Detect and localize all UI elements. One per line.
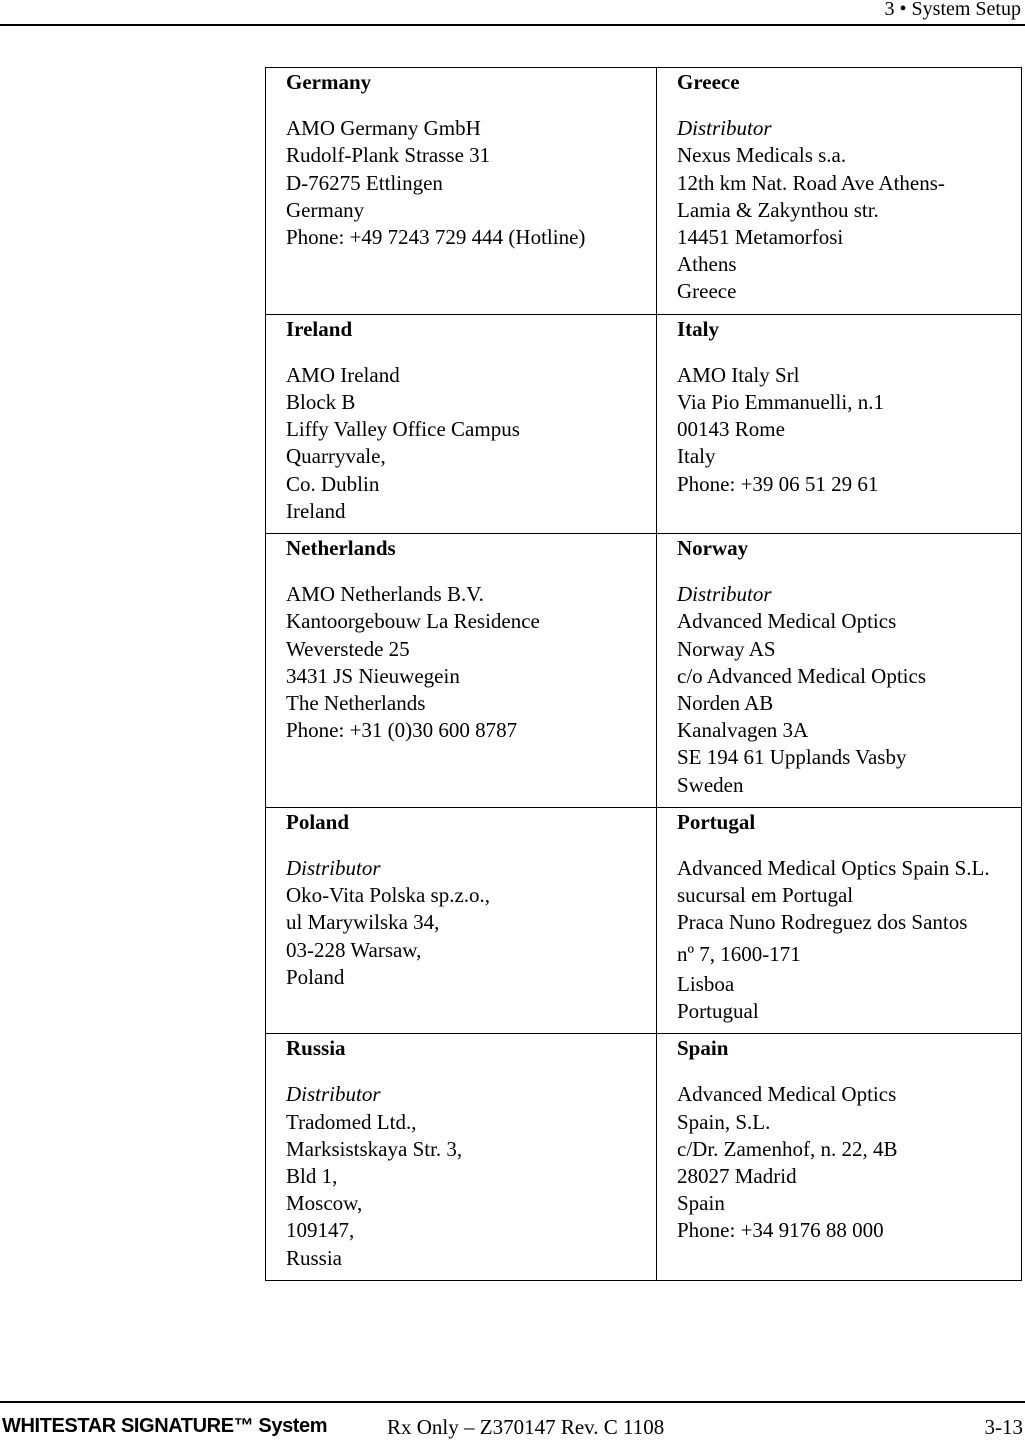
- address-line: Oko-Vita Polska sp.z.o.,: [286, 883, 491, 908]
- address-line: sucursal em Portugal: [677, 883, 854, 908]
- country-name: Greece: [677, 70, 740, 94]
- country-name: Norway: [677, 536, 749, 561]
- contact-cell-spain: [657, 1034, 1022, 1281]
- address-line: 109147,: [286, 1218, 355, 1243]
- distributor-label: Distributor: [677, 116, 772, 141]
- contact-cell-poland: [266, 807, 657, 1033]
- contact-cell-greece: [657, 68, 1022, 315]
- address-line: Lisboa: [677, 971, 735, 996]
- address-line: SE 194 61 Upplands Vasby: [677, 745, 907, 770]
- distributor-label: Distributor: [286, 1082, 381, 1107]
- address-line: Russia: [286, 1245, 343, 1270]
- contact-cell-ireland: [266, 314, 657, 533]
- address-line: c/o Advanced Medical Optics: [677, 663, 927, 688]
- address-line: Phone: +39 06 51 29 61: [677, 471, 879, 496]
- country-name: Poland: [286, 809, 350, 834]
- contact-cell-netherlands: [266, 534, 657, 808]
- address-line: Kantoorgebouw La Residence: [286, 609, 540, 634]
- address-line: Phone: +31 (0)30 600 8787: [286, 718, 518, 743]
- address-line: Portugual: [677, 998, 759, 1023]
- distributor-label: Distributor: [286, 856, 381, 881]
- address-line: 14451 Metamorfosi: [677, 225, 844, 250]
- address-line: AMO Ireland: [286, 362, 400, 387]
- address-line: Liffy Valley Office Campus: [286, 417, 520, 442]
- address-line: Spain: [677, 1191, 725, 1216]
- country-name: Germany: [286, 70, 372, 94]
- contact-cell-germany: [266, 68, 657, 315]
- address-line: Advanced Medical Optics: [677, 1082, 897, 1107]
- address-line: Greece: [677, 279, 737, 304]
- contact-cell-portugal: [657, 807, 1022, 1033]
- address-line: Weverstede 25: [286, 636, 410, 661]
- address-line: D-76275 Ettlingen: [286, 170, 443, 195]
- contact-cell-russia: [266, 1034, 657, 1281]
- country-name: Portugal: [677, 809, 756, 834]
- table-row: [266, 68, 1022, 315]
- address-line: Advanced Medical Optics Spain S.L.: [677, 856, 990, 881]
- address-line: nº 7, 1600-171: [677, 941, 801, 966]
- country-name: Italy: [677, 316, 719, 341]
- country-name: Spain: [677, 1036, 729, 1061]
- address-line: ul Marywilska 34,: [286, 910, 440, 935]
- address-line: Norway AS: [677, 636, 776, 661]
- section-title: 3 • System Setup: [884, 0, 1021, 20]
- address-line: Sweden: [677, 772, 744, 797]
- address-line: AMO Italy Srl: [677, 362, 800, 387]
- country-name: Netherlands: [286, 536, 396, 561]
- contacts-table: [265, 67, 1022, 1281]
- address-line: AMO Netherlands B.V.: [286, 582, 484, 607]
- table-row: [266, 1034, 1022, 1281]
- address-line: AMO Germany GmbH: [286, 116, 481, 141]
- page-header: [0, 0, 1025, 26]
- country-name: Ireland: [286, 316, 353, 341]
- address-line: 00143 Rome: [677, 417, 785, 442]
- address-line: Praca Nuno Rodreguez dos Santos: [677, 910, 968, 935]
- address-line: Norden AB: [677, 691, 774, 716]
- address-line: Nexus Medicals s.a.: [677, 143, 847, 168]
- address-line: Moscow,: [286, 1191, 363, 1216]
- page-footer: [0, 1401, 1025, 1443]
- address-line: Quarryvale,: [286, 444, 386, 469]
- address-line: Bld 1,: [286, 1163, 338, 1188]
- table-row: [266, 534, 1022, 808]
- address-line: Advanced Medical Optics: [677, 609, 897, 634]
- table-row: [266, 807, 1022, 1033]
- address-line: Tradomed Ltd.,: [286, 1109, 417, 1134]
- contact-cell-norway: [657, 534, 1022, 808]
- address-line: Phone: +49 7243 729 444 (Hotline): [286, 225, 586, 250]
- address-line: Phone: +34 9176 88 000: [677, 1218, 884, 1243]
- address-line: Kanalvagen 3A: [677, 718, 809, 743]
- address-line: Poland: [286, 964, 345, 989]
- address-line: 03-228 Warsaw,: [286, 937, 422, 962]
- address-line: 28027 Madrid: [677, 1163, 797, 1188]
- footer-doc-number: Rx Only – Z370147 Rev. C 1108: [387, 1415, 665, 1439]
- address-line: Italy: [677, 444, 716, 469]
- table-row: [266, 314, 1022, 533]
- address-line: Lamia & Zakynthou str.: [677, 197, 879, 222]
- address-line: Spain, S.L.: [677, 1109, 771, 1134]
- address-line: 12th km Nat. Road Ave Athens-: [677, 170, 945, 195]
- contact-cell-italy: [657, 314, 1022, 533]
- address-line: Co. Dublin: [286, 471, 380, 496]
- address-line: c/Dr. Zamenhof, n. 22, 4B: [677, 1136, 898, 1161]
- address-line: Rudolf-Plank Strasse 31: [286, 143, 491, 168]
- address-line: Ireland: [286, 498, 346, 523]
- address-line: Germany: [286, 197, 365, 222]
- address-line: Via Pio Emmanuelli, n.1: [677, 390, 884, 415]
- address-line: The Netherlands: [286, 691, 426, 716]
- page-number: 3-13: [984, 1415, 1023, 1439]
- country-name: Russia: [286, 1036, 346, 1061]
- address-line: Marksistskaya Str. 3,: [286, 1136, 463, 1161]
- address-line: Block B: [286, 390, 356, 415]
- footer-brand: WHITESTAR SIGNATURE™ System: [2, 1415, 328, 1437]
- address-line: Athens: [677, 252, 737, 277]
- distributor-label: Distributor: [677, 582, 772, 607]
- address-line: 3431 JS Nieuwegein: [286, 663, 460, 688]
